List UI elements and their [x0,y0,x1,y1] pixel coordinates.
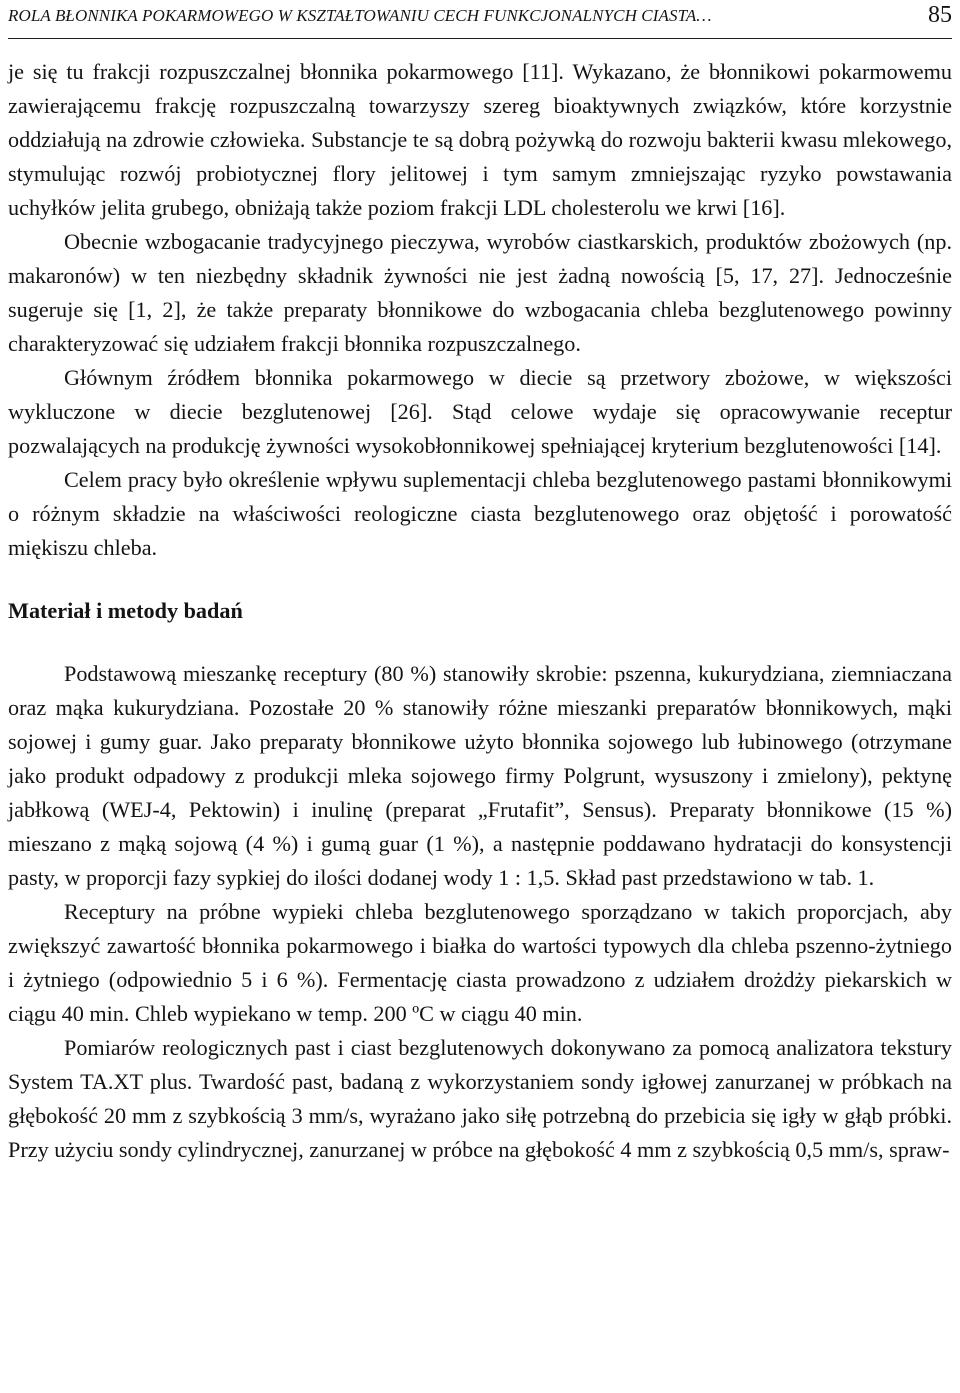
paragraph: Pomiarów reologicznych past i ciast bezglutenowych dokonywano za pomocą analizatora tekstury System TA.XT plus. Twardość past, badaną z wykorzystaniem sondy igłowej zanurzanej w próbkach na głębokość 20 mm z szybkością 3 mm/s, wyrażano jako siłę potrzebną do przebicia się igły w głąb próbki. Przy użyciu sondy cylindrycznej, zanurzanej w próbce na głębokość 4 mm z szybkością 0,5 mm/s, spraw- [8,1035,952,1162]
header-divider [8,38,952,39]
running-header [8,4,952,34]
paragraph: Obecnie wzbogacanie tradycyjnego pieczywa, wyrobów ciastkarskich, produktów zbożowych (np. makaronów) w ten niezbędny składnik żywności nie jest żadną nowością [5, 17, 27]. Jednocześnie sugeruje się [1, 2], że także preparaty błonnikowe do wzbogacania chleba bezglutenowego powinny charakteryzować się udziałem frakcji błonnika rozpuszczalnego. [8,229,952,356]
paragraph-continuation: je się tu frakcji rozpuszczalnej błonnika pokarmowego [11]. Wykazano, że błonnikowi pokarmowemu zawierającemu frakcję rozpuszczalną towarzyszy szereg bioaktywnych związków, które korzystnie oddziałują na zdrowie człowieka. Substancje te są dobrą pożywką do rozwoju bakterii kwasu mlekowego, stymulując rozwój probiotycznej flory jelitowej i tym samym zmniejszając ryzyko powstawania uchyłków jelita grubego, obniżają także poziom frakcji LDL cholesterolu we krwi [16]. [8,59,952,220]
body-text [8,55,952,1167]
section-heading: Materiał i metody badań [8,598,243,623]
paragraph: Głównym źródłem błonnika pokarmowego w diecie są przetwory zbożowe, w większości wykluczone w diecie bezglutenowej [26]. Stąd celowe wydaje się opracowywanie receptur pozwalających na produkcję żywności wysokobłonnikowej spełniającej kryterium bezglutenowości [14]. [8,365,952,458]
paragraph: Podstawową mieszankę receptury (80 %) stanowiły skrobie: pszenna, kukurydziana, ziemniaczana oraz mąka kukurydziana. Pozostałe 20 % stanowiły różne mieszanki preparatów błonnikowych, mąki sojowej i gumy guar. Jako preparaty błonnikowe użyto błonnika sojowego lub łubinowego (otrzymane jako produkt odpadowy z produkcji mleka sojowego firmy Polgrunt, wysuszony i zmielony), pektynę jabłkową (WEJ-4, Pektowin) i inulinę (preparat „Frutafit”, Sensus). Preparaty błonnikowe (15 %) mieszano z mąką sojową (4 %) i gumą guar (1 %), a następnie poddawano hydratacji do konsystencji pasty, w proporcji fazy sypkiej do ilości dodanej wody 1 : 1,5. Skład past przedstawiono w tab. 1. [8,661,952,890]
running-header-title: ROLA BŁONNIKA POKARMOWEGO W KSZTAŁTOWANIU CECH FUNKCJONALNYCH CIASTA… [8,6,712,25]
page-number: 85 [928,2,952,28]
paragraph: Celem pracy było określenie wpływu suplementacji chleba bezglutenowego pastami błonnikowymi o różnym składzie na właściwości reologiczne ciasta bezglutenowego oraz objętość i porowatość miękiszu chleba. [8,467,952,560]
paragraph: Receptury na próbne wypieki chleba bezglutenowego sporządzano w takich proporcjach, aby zwiększyć zawartość błonnika pokarmowego i białka do wartości typowych dla chleba pszenno-żytniego i żytniego (odpowiednio 5 i 6 %). Fermentację ciasta prowadzono z udziałem drożdży piekarskich w ciągu 40 min. Chleb wypiekano w temp. 200 ºC w ciągu 40 min. [8,899,952,1026]
